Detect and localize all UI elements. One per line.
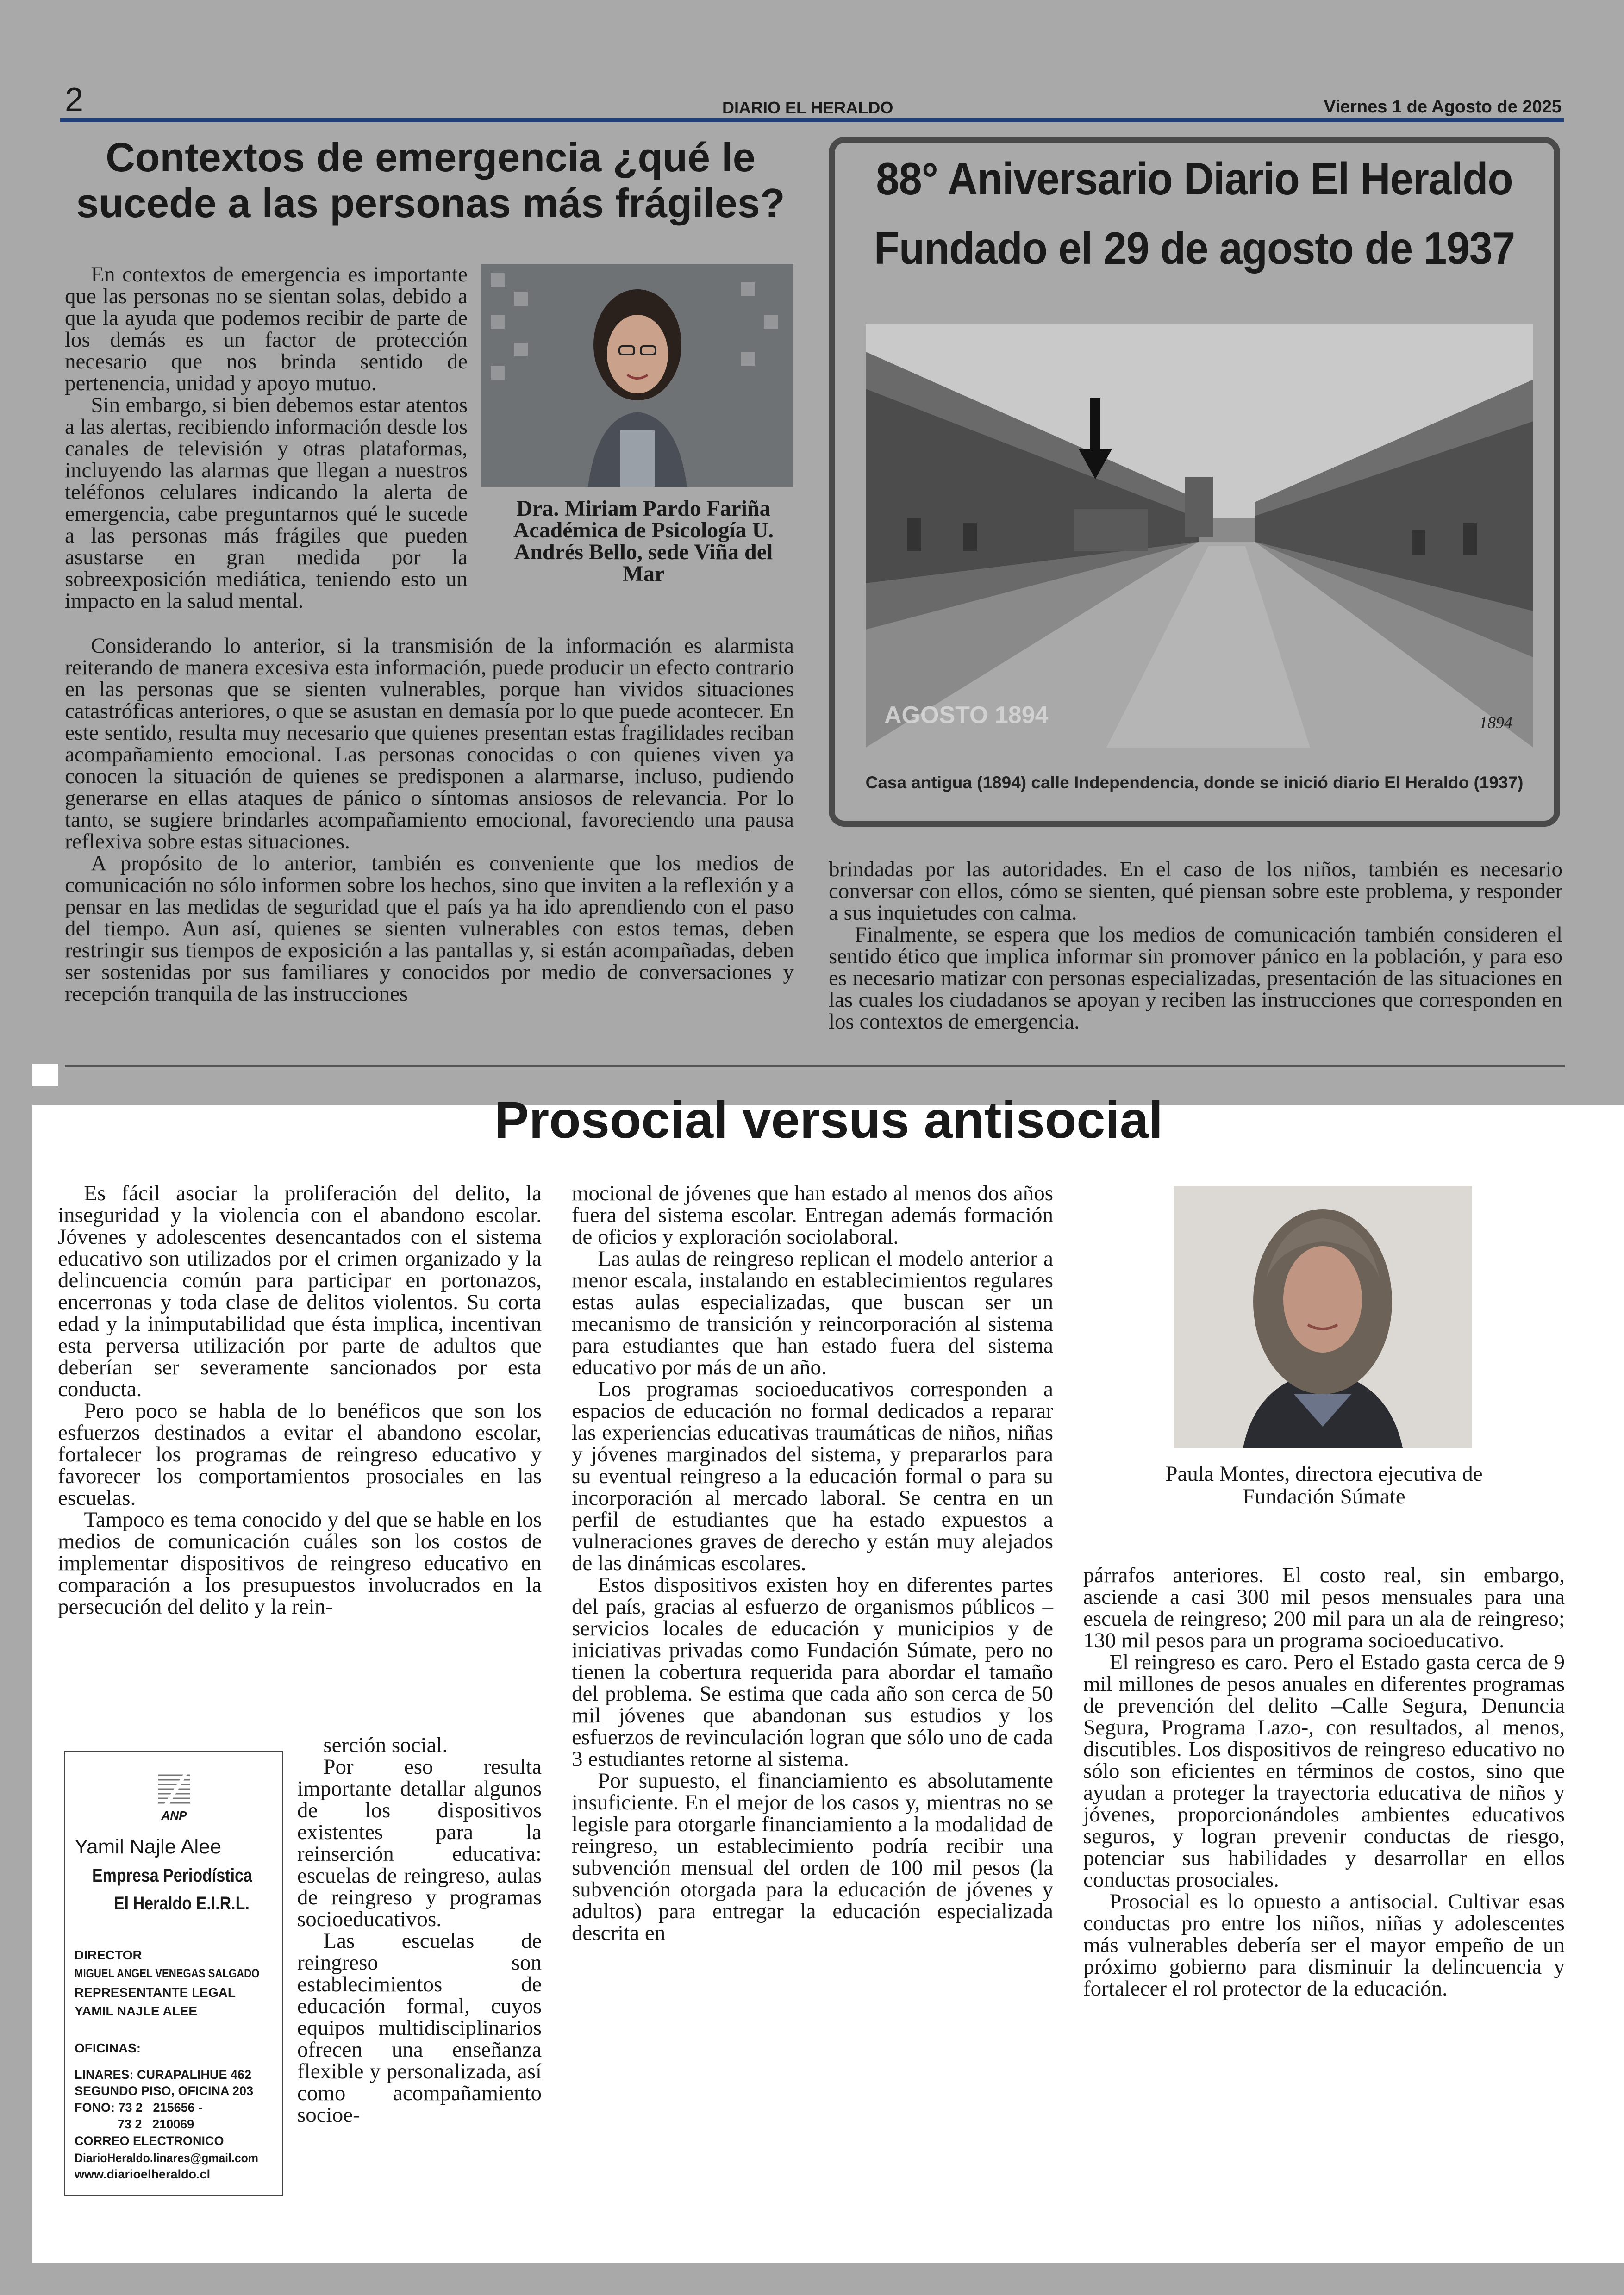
legal-name: YAMIL NAJLE ALEE — [75, 2004, 198, 2018]
address-line-2: SEGUNDO PISO, OFICINA 203 — [75, 2084, 254, 2098]
anp-logo — [139, 1766, 209, 1826]
offices-label: OFICINAS: — [75, 2041, 141, 2055]
author-caption: Paula Montes, directora ejecutiva de Fundación Súmate — [1165, 1462, 1483, 1509]
historic-street-photo — [866, 324, 1533, 748]
section-divider — [65, 1065, 1565, 1067]
article-column-1-continued — [297, 1734, 542, 2126]
photo-label: AGOSTO 1894 — [884, 702, 1049, 729]
paragraph: Por supuesto, el financiamiento es absolutamente insuficiente. En el mejor de los casos y, mientras no se legisle para otorgarle financiamiento a la modalidad de reingreso, un establecimiento podría recibir una subvención mensual del orden de 100 mil pesos (la subvención otorgada para la educación de jóvenes y adultos) para entregar la educación especializada descrita en — [572, 1769, 1053, 1945]
article-column-1 — [58, 1183, 542, 1618]
article-title: Prosocial versus antisocial — [494, 1091, 1163, 1149]
paragraph: mocional de jóvenes que han estado al menos dos años fuera del sistema escolar. Entregan además formación de oficios y exploración sociolaboral. — [572, 1181, 1053, 1249]
corner-marker — [32, 1064, 58, 1086]
article-body-continued — [829, 859, 1562, 1033]
address-line-1: LINARES: CURAPALIHUE 462 — [75, 2068, 252, 2082]
director-label: DIRECTOR — [75, 1948, 142, 1962]
author-caption — [491, 498, 796, 585]
anniversary-subtitle: Fundado el 29 de agosto de 1937 — [874, 223, 1515, 274]
page-number: 2 — [65, 81, 84, 118]
paragraph: Las aulas de reingreso replican el modelo anterior a menor escala, instalando en establecimientos regulares estas aulas especializadas, que buscan ser un mecanismo de transición y reincorporación al sistema para estudiantes que han estado fuera del sistema educativo por más de un año. — [572, 1247, 1053, 1379]
paragraph: Tampoco es tema conocido y del que se hable en los medios de comunicación cuáles son los costos de implementar dispositivos de reingreso educativo en comparación a los presupuestos involucrados en la persecución del delito y la rein- — [58, 1508, 542, 1619]
company-name-1: Empresa Periodística — [92, 1865, 252, 1886]
author-photo — [481, 264, 793, 487]
paragraph: Es fácil asociar la proliferación del delito, la inseguridad y la violencia con el abandono escolar. Jóvenes y adolescentes desencantados con el sistema educativo son utilizados por el crimen organizado y la delincuencia común para participar en portonazos, encerronas y toda clase de delitos violentos. Su corta edad y la inimputabilidad que ésta implica, incentivan esta perversa utilización por parte de adultos que deberían ser severamente sancionados por esta conducta. — [58, 1181, 542, 1401]
article-body — [65, 635, 794, 1005]
paragraph: El reingreso es caro. Pero el Estado gasta cerca de 9 mil millones de pesos anuales en diferentes programas de prevención del delito –Calle Segura, Denuncia Segura, Programa Lazo-, con resultados, al menos, discutibles. Los dispositivos de reingreso educativo no sólo son eficientes en términos de costos, sino que ayudan a proteger la trayectoria educativa de niños y jóvenes, proporcionándoles ambientes educativos seguros, y logran prevenir conductas de riesgo, potenciar sus habilidades y desarrollar en ellos conductas prosociales. — [1083, 1650, 1565, 1892]
paragraph: Considerando lo anterior, si la transmisión de la información es alarmista reiterando de manera excesiva esta información, puede producir un efecto contrario en las personas que se sienten vulnerables, porque han vividos situaciones catastróficas anteriores, o que se asustan en demasía por lo que puede acontecer. En este sentido, resulta muy necesario que quienes presentan estas fragilidades reciban acompañamiento emocional. Las personas conocidas o con quienes viven ya conocen la situación de quienes se predisponen a alarmarse, incluso, pudiendo generarse en ellas ataques de pánico o síntomas ansiosos de relevancia. Por lo tanto, se sugiere brindarles acompañamiento emocional, favoreciendo una pausa reflexiva sobre estas situaciones. — [65, 634, 794, 854]
article-column-3 — [1083, 1565, 1565, 2000]
masthead-box — [64, 1751, 283, 2196]
photo-corner-date: 1894 — [1479, 713, 1512, 732]
paragraph: En contextos de emergencia es importante que las personas no se sientan solas, debido a que la ayuda que podemos recibir de parte de los demás es un factor de protección necesario que nos brinda sentido de pertenencia, unidad y apoyo mutuo. — [65, 262, 468, 395]
director-name: MIGUEL ANGEL VENEGAS SALGADO — [75, 1966, 260, 1980]
paragraph: Estos dispositivos existen hoy en diferentes partes del país, gracias al esfuerzo de organismos públicos –servicios locales de educación y municipios y de iniciativas privadas como Fundación Súmate, pero no tienen la cobertura requerida para abordar el tamaño del problema. Se estima que cada año son cerca de 50 mil jóvenes que abandonan sus estudios y los esfuerzos de revinculación logran que sólo uno de cada 3 estudiantes retorne al sistema. — [572, 1573, 1053, 1771]
paragraph: Finalmente, se espera que los medios de comunicación también consideren el sentido ético que implica informar sin promover pánico en la población, y para eso es necesario matizar con personas especializadas, presentación de las situaciones en las cuales los ciudadanos se apoyan y reciben las instrucciones que corresponden en los contextos de emergencia. — [829, 923, 1562, 1034]
website-link[interactable]: www.diarioelheraldo.cl — [75, 2167, 211, 2181]
company-name-2: El Heraldo E.I.R.L. — [114, 1893, 250, 1914]
paragraph: brindadas por las autoridades. En el caso de los niños, también es necesario conversar con ellos, cómo se sienten, qué piensan sobre este problema, y responder a sus inquietudes con calma. — [829, 857, 1562, 925]
anniversary-title: 88° Aniversario Diario El Heraldo — [876, 153, 1513, 204]
anp-logo-text: ANP — [161, 1809, 187, 1822]
paper-name: DIARIO EL HERALDO — [722, 98, 893, 117]
article-title: Contextos de emergencia ¿qué le sucede a las personas más frágiles? — [76, 134, 785, 226]
email-link[interactable]: DiarioHeraldo.linares@gmail.com — [75, 2151, 258, 2165]
owner-name: Yamil Najle Alee — [75, 1835, 222, 1858]
article-column-2 — [572, 1183, 1053, 1944]
paragraph: Prosocial es lo opuesto a antisocial. Cultivar esas conductas pro entre los niños, niñas y adolescentes más vulnerables debería ser el mayor empeño de un próximo gobierno para disminuir la delincuencia y fortalecer el rol protector de la educación. — [1083, 1890, 1565, 2001]
paragraph: serción social. — [323, 1733, 448, 1757]
phone-line-1: FONO: 73 2 215656 - — [75, 2101, 203, 2114]
header-rule — [60, 118, 1564, 122]
paragraph: Pero poco se habla de lo benéficos que son los esfuerzos destinados a evitar el abandono escolar, fortalecer los programas de reingreso educativo y favorecer los comportamientos prosociales en las escuelas. — [58, 1399, 542, 1510]
email-label: CORREO ELECTRONICO — [75, 2134, 224, 2148]
issue-date: Viernes 1 de Agosto de 2025 — [1324, 97, 1562, 117]
article-body-intro — [65, 264, 468, 612]
phone-line-2: 73 2 210069 — [118, 2117, 194, 2131]
paragraph: Las escuelas de reingreso son establecimientos de educación formal, cuyos equipos multidisciplinarios ofrecen una enseñanza flexible y personalizada, así como acompañamiento socioe- — [297, 1929, 542, 2127]
paragraph: A propósito de lo anterior, también es conveniente que los medios de comunicación no sólo informen sobre los hechos, sino que inviten a la reflexión y a pensar en las medidas de seguridad que el país ya ha ido aprendiendo con el paso del tiempo. Aun así, quienes se sienten vulnerables con estos temas, deben restringir sus tiempos de exposición a las pantallas y, si están acompañadas, deben ser sostenidas por sus familiares y conocidos por medio de conversaciones y recepción tranquila de las instrucciones — [65, 851, 794, 1006]
legal-label: REPRESENTANTE LEGAL — [75, 1985, 236, 2000]
author-title: Académica de Psicología U. Andrés Bello, sede Viña del Mar — [513, 518, 774, 586]
author-photo — [1174, 1186, 1472, 1448]
paragraph: párrafos anteriores. El costo real, sin embargo, asciende a casi 300 mil pesos mensuales para una escuela de reingreso; 200 mil para un ala de reingreso; 130 mil pesos para un programa socioeducativo. — [1083, 1563, 1565, 1653]
paragraph: Los programas socioeducativos corresponden a espacios de educación no formal dedicados a reparar las experiencias educativas traumáticas de niños, niñas y jóvenes marginados del sistema, y prepararlos para su eventual reingreso a la educación formal o para su incorporación al mercado laboral. Se centra en un perfil de estudiantes que ha estado expuestos a vulneraciones graves de derecho y están muy alejados de las dinámicas escolares. — [572, 1377, 1053, 1575]
paragraph: Por eso resulta importante detallar algunos de los dispositivos existentes para la reinserción educativa: escuelas de reingreso, aulas de reingreso y programas socioeducativos. — [297, 1755, 542, 1931]
author-name: Dra. Miriam Pardo Fariña — [516, 496, 771, 521]
photo-caption: Casa antigua (1894) calle Independencia, donde se inició diario El Heraldo (1937) — [865, 773, 1524, 792]
paragraph: Sin embargo, si bien debemos estar atentos a las alertas, recibiendo información desde los canales de televisión y otras plataformas, incluyendo las alarmas que llegan a nuestros teléfonos celulares indicando la alerta de emergencia, cabe preguntarnos qué le sucede a las personas más frágiles que pueden asustarse en gran medida por la sobreexposición mediática, teniendo esto un impacto en la salud mental. — [65, 393, 468, 613]
